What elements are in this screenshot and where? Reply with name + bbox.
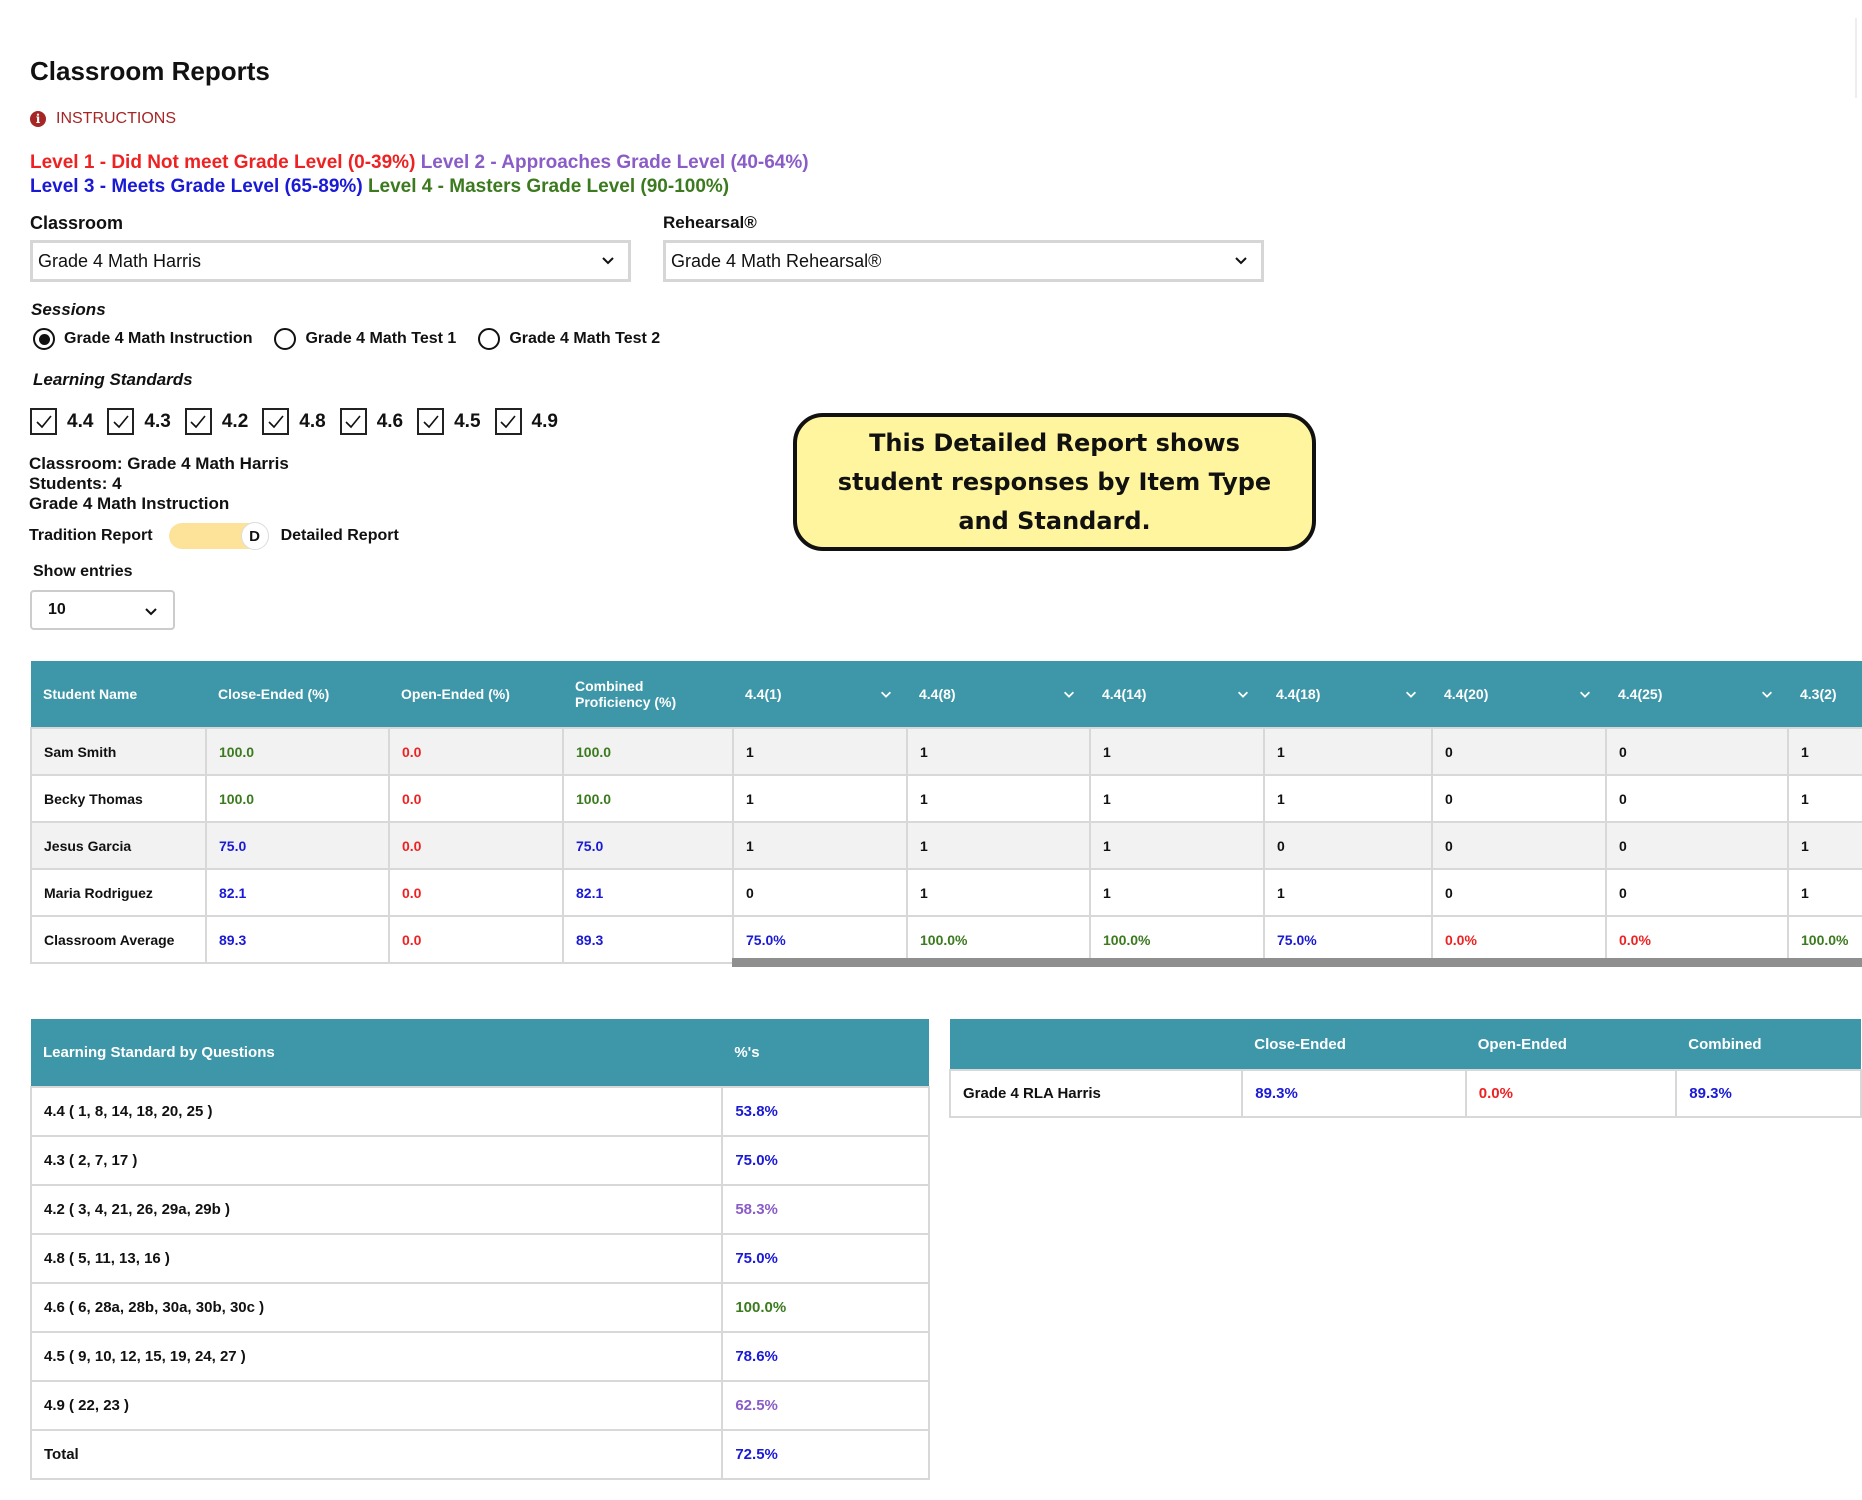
- col-open-ended[interactable]: Open-Ended: [1466, 1019, 1677, 1070]
- item-score: 1: [1788, 869, 1862, 916]
- table-row: [31, 1332, 929, 1381]
- open-ended-value: 0.0: [389, 869, 563, 916]
- page-scrollbar[interactable]: [1855, 18, 1857, 98]
- table-row: [31, 1234, 929, 1283]
- legend-level-1: Level 1 - Did Not meet Grade Level (0-39%): [30, 152, 416, 173]
- instructions-label: INSTRUCTIONS: [56, 110, 176, 127]
- item-score: 0: [1606, 822, 1788, 869]
- item-score: 0: [1432, 728, 1606, 775]
- standard-checkbox-4-2[interactable]: [185, 408, 248, 435]
- item-score: 1: [1090, 869, 1264, 916]
- chevron-down-icon: [1760, 687, 1774, 704]
- item-score: 1: [907, 869, 1090, 916]
- class-name: Grade 4 RLA Harris: [950, 1070, 1242, 1117]
- standard-label: 4.3: [144, 410, 171, 432]
- report-toggle-row: [29, 523, 399, 549]
- standard-percent: 100.0%: [722, 1283, 929, 1332]
- open-ended-value: 0.0%: [1466, 1070, 1677, 1117]
- col-item-4-4-25[interactable]: [1606, 661, 1788, 728]
- toggle-knob: D: [241, 522, 269, 550]
- average-item: 100.0%: [1090, 916, 1264, 963]
- average-item: 0.0%: [1432, 916, 1606, 963]
- summary-table-container: [949, 1019, 1862, 1118]
- item-score: 0: [1432, 869, 1606, 916]
- checkmark-icon: [417, 408, 444, 435]
- col-item-4-4-20[interactable]: [1432, 661, 1606, 728]
- standard-label: 4.6: [376, 410, 404, 432]
- combined-value: 75.0: [563, 822, 733, 869]
- session-option-label: Grade 4 Math Test 2: [509, 330, 661, 347]
- session-option-test-2[interactable]: [478, 328, 660, 350]
- standard-questions: 4.3 ( 2, 7, 17 ): [31, 1136, 722, 1185]
- standard-label: 4.2: [221, 410, 249, 432]
- student-name: Maria Rodriguez: [31, 869, 206, 916]
- total-row: [31, 1430, 929, 1479]
- chevron-down-icon: [1062, 687, 1076, 704]
- legend-level-4: Level 4 - Masters Grade Level (90-100%): [367, 176, 730, 197]
- combined-value: 100.0: [563, 728, 733, 775]
- table-horizontal-scrollbar[interactable]: [732, 958, 1862, 967]
- item-score: 0: [1606, 775, 1788, 822]
- item-score: 1: [1788, 822, 1862, 869]
- session-option-instruction[interactable]: [33, 328, 252, 350]
- session-option-label: Grade 4 Math Test 1: [305, 330, 457, 347]
- table-row: [31, 775, 1862, 822]
- checkmark-icon: [262, 408, 289, 435]
- item-score: 1: [733, 822, 907, 869]
- close-ended-value: 89.3%: [1242, 1070, 1465, 1117]
- session-option-label: Grade 4 Math Instruction: [64, 330, 253, 347]
- standard-questions: 4.6 ( 6, 28a, 28b, 30a, 30b, 30c ): [31, 1283, 722, 1332]
- standard-questions: 4.5 ( 9, 10, 12, 15, 19, 24, 27 ): [31, 1332, 722, 1381]
- col-label: 4.4(14): [1102, 686, 1147, 702]
- report-type-toggle[interactable]: [169, 523, 269, 549]
- item-score: 0: [733, 869, 907, 916]
- checkmark-icon: [185, 408, 212, 435]
- average-open-ended: 0.0: [389, 916, 563, 963]
- item-score: 1: [1090, 775, 1264, 822]
- combined-value: 82.1: [563, 869, 733, 916]
- table-row: [31, 822, 1862, 869]
- learning-standard-table-container: [30, 1019, 930, 1480]
- table-header-row: [31, 661, 1862, 728]
- item-score: 1: [1788, 728, 1862, 775]
- level-legend: [30, 151, 809, 199]
- standard-percent: 75.0%: [722, 1136, 929, 1185]
- item-score: 1: [733, 728, 907, 775]
- rehearsal-select-value: Grade 4 Math Rehearsal®: [671, 250, 882, 271]
- standard-checkbox-4-8[interactable]: [262, 408, 325, 435]
- show-entries-value: 10: [48, 601, 66, 618]
- col-combined[interactable]: Combined Proficiency (%): [563, 661, 733, 728]
- sessions-radio-group: [33, 328, 682, 350]
- tradition-report-label: Tradition Report: [29, 527, 153, 544]
- standard-percent: 53.8%: [722, 1087, 929, 1136]
- total-label: Total: [31, 1430, 722, 1479]
- col-percent[interactable]: %'s: [722, 1019, 929, 1087]
- chevron-down-icon: [143, 603, 159, 619]
- student-name: Jesus Garcia: [31, 822, 206, 869]
- standard-percent: 62.5%: [722, 1381, 929, 1430]
- open-ended-value: 0.0: [389, 728, 563, 775]
- session-info: Grade 4 Math Instruction: [29, 494, 230, 513]
- item-score: 0: [1606, 728, 1788, 775]
- radio-empty-icon: [478, 328, 500, 350]
- radio-empty-icon: [274, 328, 296, 350]
- students-info: Students: 4: [29, 474, 122, 493]
- col-item-4-4-8[interactable]: [907, 661, 1090, 728]
- col-close-ended[interactable]: Close-Ended: [1242, 1019, 1465, 1070]
- col-standard[interactable]: Learning Standard by Questions: [31, 1019, 722, 1087]
- standard-checkbox-4-9[interactable]: [495, 408, 558, 435]
- sessions-label: Sessions: [31, 300, 106, 319]
- average-item: 75.0%: [733, 916, 907, 963]
- student-name: Sam Smith: [31, 728, 206, 775]
- col-combined[interactable]: Combined: [1676, 1019, 1861, 1070]
- checkmark-icon: [107, 408, 134, 435]
- student-name: Becky Thomas: [31, 775, 206, 822]
- table-row: [31, 869, 1862, 916]
- close-ended-value: 82.1: [206, 869, 389, 916]
- col-label: 4.4(25): [1618, 686, 1663, 702]
- total-percent: 72.5%: [722, 1430, 929, 1479]
- col-item-4-3-2[interactable]: 4.3(2): [1788, 661, 1862, 728]
- col-item-4-4-18[interactable]: [1264, 661, 1432, 728]
- combined-value: 100.0: [563, 775, 733, 822]
- table-header-row: [31, 1019, 929, 1087]
- checkmark-icon: [495, 408, 522, 435]
- item-score: 0: [1432, 775, 1606, 822]
- standard-percent: 78.6%: [722, 1332, 929, 1381]
- radio-selected-icon: [33, 328, 55, 350]
- standard-label: 4.9: [531, 410, 558, 432]
- standard-questions: 4.4 ( 1, 8, 14, 18, 20, 25 ): [31, 1087, 722, 1136]
- standard-label: 4.5: [454, 410, 481, 432]
- col-label: 4.4(18): [1276, 686, 1321, 702]
- col-close-ended[interactable]: Close-Ended (%): [206, 661, 389, 728]
- open-ended-value: 0.0: [389, 822, 563, 869]
- item-score: 1: [907, 775, 1090, 822]
- standard-checkbox-4-5[interactable]: [417, 408, 480, 435]
- col-label: 4.4(1): [745, 686, 782, 702]
- average-item: 0.0%: [1606, 916, 1788, 963]
- chevron-down-icon: [1233, 252, 1249, 268]
- checkmark-icon: [340, 408, 367, 435]
- average-item: 100.0%: [907, 916, 1090, 963]
- table-row: [31, 1283, 929, 1332]
- col-label: 4.4(20): [1444, 686, 1489, 702]
- learning-standards-label: Learning Standards: [33, 370, 193, 389]
- table-row: [31, 728, 1862, 775]
- close-ended-value: 100.0: [206, 775, 389, 822]
- standard-label: 4.4: [67, 410, 94, 432]
- col-label: 4.4(8): [919, 686, 956, 702]
- standard-percent: 58.3%: [722, 1185, 929, 1234]
- standard-percent: 75.0%: [722, 1234, 929, 1283]
- rehearsal-label: Rehearsal®: [663, 213, 757, 232]
- close-ended-value: 100.0: [206, 728, 389, 775]
- show-entries-label: Show entries: [33, 563, 133, 580]
- detailed-report-table: [30, 661, 1862, 964]
- classroom-label: Classroom: [30, 213, 124, 233]
- average-item: 75.0%: [1264, 916, 1432, 963]
- table-row: [31, 1136, 929, 1185]
- item-score: 1: [1090, 728, 1264, 775]
- standard-checkbox-4-4[interactable]: [30, 408, 93, 435]
- table-header-row: [950, 1019, 1861, 1070]
- standard-label: 4.8: [299, 410, 326, 432]
- callout-text: This Detailed Report shows student responses by Item Type and Standard.: [837, 428, 1272, 535]
- info-icon: i: [30, 111, 46, 127]
- legend-level-3: Level 3 - Meets Grade Level (65-89%): [30, 176, 363, 197]
- chevron-down-icon: [600, 252, 616, 268]
- classroom-select[interactable]: [30, 240, 631, 282]
- average-close-ended: 89.3: [206, 916, 389, 963]
- checkmark-icon: [30, 408, 57, 435]
- standard-checkbox-4-6[interactable]: [340, 408, 403, 435]
- learning-standards-group: [30, 408, 572, 435]
- item-score: 0: [1606, 869, 1788, 916]
- detailed-report-table-container: [30, 661, 1862, 964]
- chevron-down-icon: [879, 687, 893, 704]
- col-open-ended[interactable]: Open-Ended (%): [389, 661, 563, 728]
- average-item: 100.0%: [1788, 916, 1862, 963]
- instructions-link[interactable]: [30, 110, 176, 128]
- page-title: Classroom Reports: [30, 56, 270, 86]
- col-item-4-4-14[interactable]: [1090, 661, 1264, 728]
- open-ended-value: 0.0: [389, 775, 563, 822]
- item-score: 1: [1090, 822, 1264, 869]
- standard-checkbox-4-3[interactable]: [107, 408, 170, 435]
- rehearsal-select[interactable]: [663, 240, 1264, 282]
- legend-level-2: Level 2 - Approaches Grade Level (40-64%): [420, 152, 809, 173]
- combined-value: 89.3%: [1676, 1070, 1861, 1117]
- summary-table: [949, 1019, 1862, 1118]
- item-score: 1: [907, 728, 1090, 775]
- item-score: 1: [1264, 728, 1432, 775]
- col-class-name: [950, 1019, 1242, 1070]
- close-ended-value: 75.0: [206, 822, 389, 869]
- item-score: 1: [1264, 869, 1432, 916]
- standard-questions: 4.9 ( 22, 23 ): [31, 1381, 722, 1430]
- classroom-info: Classroom: Grade 4 Math Harris: [29, 454, 289, 473]
- report-summary-info: [29, 454, 289, 514]
- detailed-report-label: Detailed Report: [280, 527, 399, 544]
- table-row: [31, 1087, 929, 1136]
- chevron-down-icon: [1236, 687, 1250, 704]
- info-callout: [793, 413, 1316, 551]
- item-score: 1: [1264, 775, 1432, 822]
- session-option-test-1[interactable]: [274, 328, 456, 350]
- item-score: 0: [1432, 822, 1606, 869]
- classroom-select-value: Grade 4 Math Harris: [38, 250, 202, 271]
- item-score: 1: [1788, 775, 1862, 822]
- table-row: [31, 1381, 929, 1430]
- item-score: 1: [907, 822, 1090, 869]
- chevron-down-icon: [1578, 687, 1592, 704]
- item-score: 1: [733, 775, 907, 822]
- table-row: [950, 1070, 1861, 1117]
- standard-questions: 4.2 ( 3, 4, 21, 26, 29a, 29b ): [31, 1185, 722, 1234]
- col-item-4-4-1[interactable]: [733, 661, 907, 728]
- classroom-average-row: [31, 916, 1862, 963]
- chevron-down-icon: [1404, 687, 1418, 704]
- col-student-name[interactable]: Student Name: [31, 661, 206, 728]
- standard-questions: 4.8 ( 5, 11, 13, 16 ): [31, 1234, 722, 1283]
- average-label: Classroom Average: [31, 916, 206, 963]
- average-combined: 89.3: [563, 916, 733, 963]
- table-row: [31, 1185, 929, 1234]
- learning-standard-table: [30, 1019, 930, 1480]
- item-score: 0: [1264, 822, 1432, 869]
- show-entries-select[interactable]: [30, 590, 175, 630]
